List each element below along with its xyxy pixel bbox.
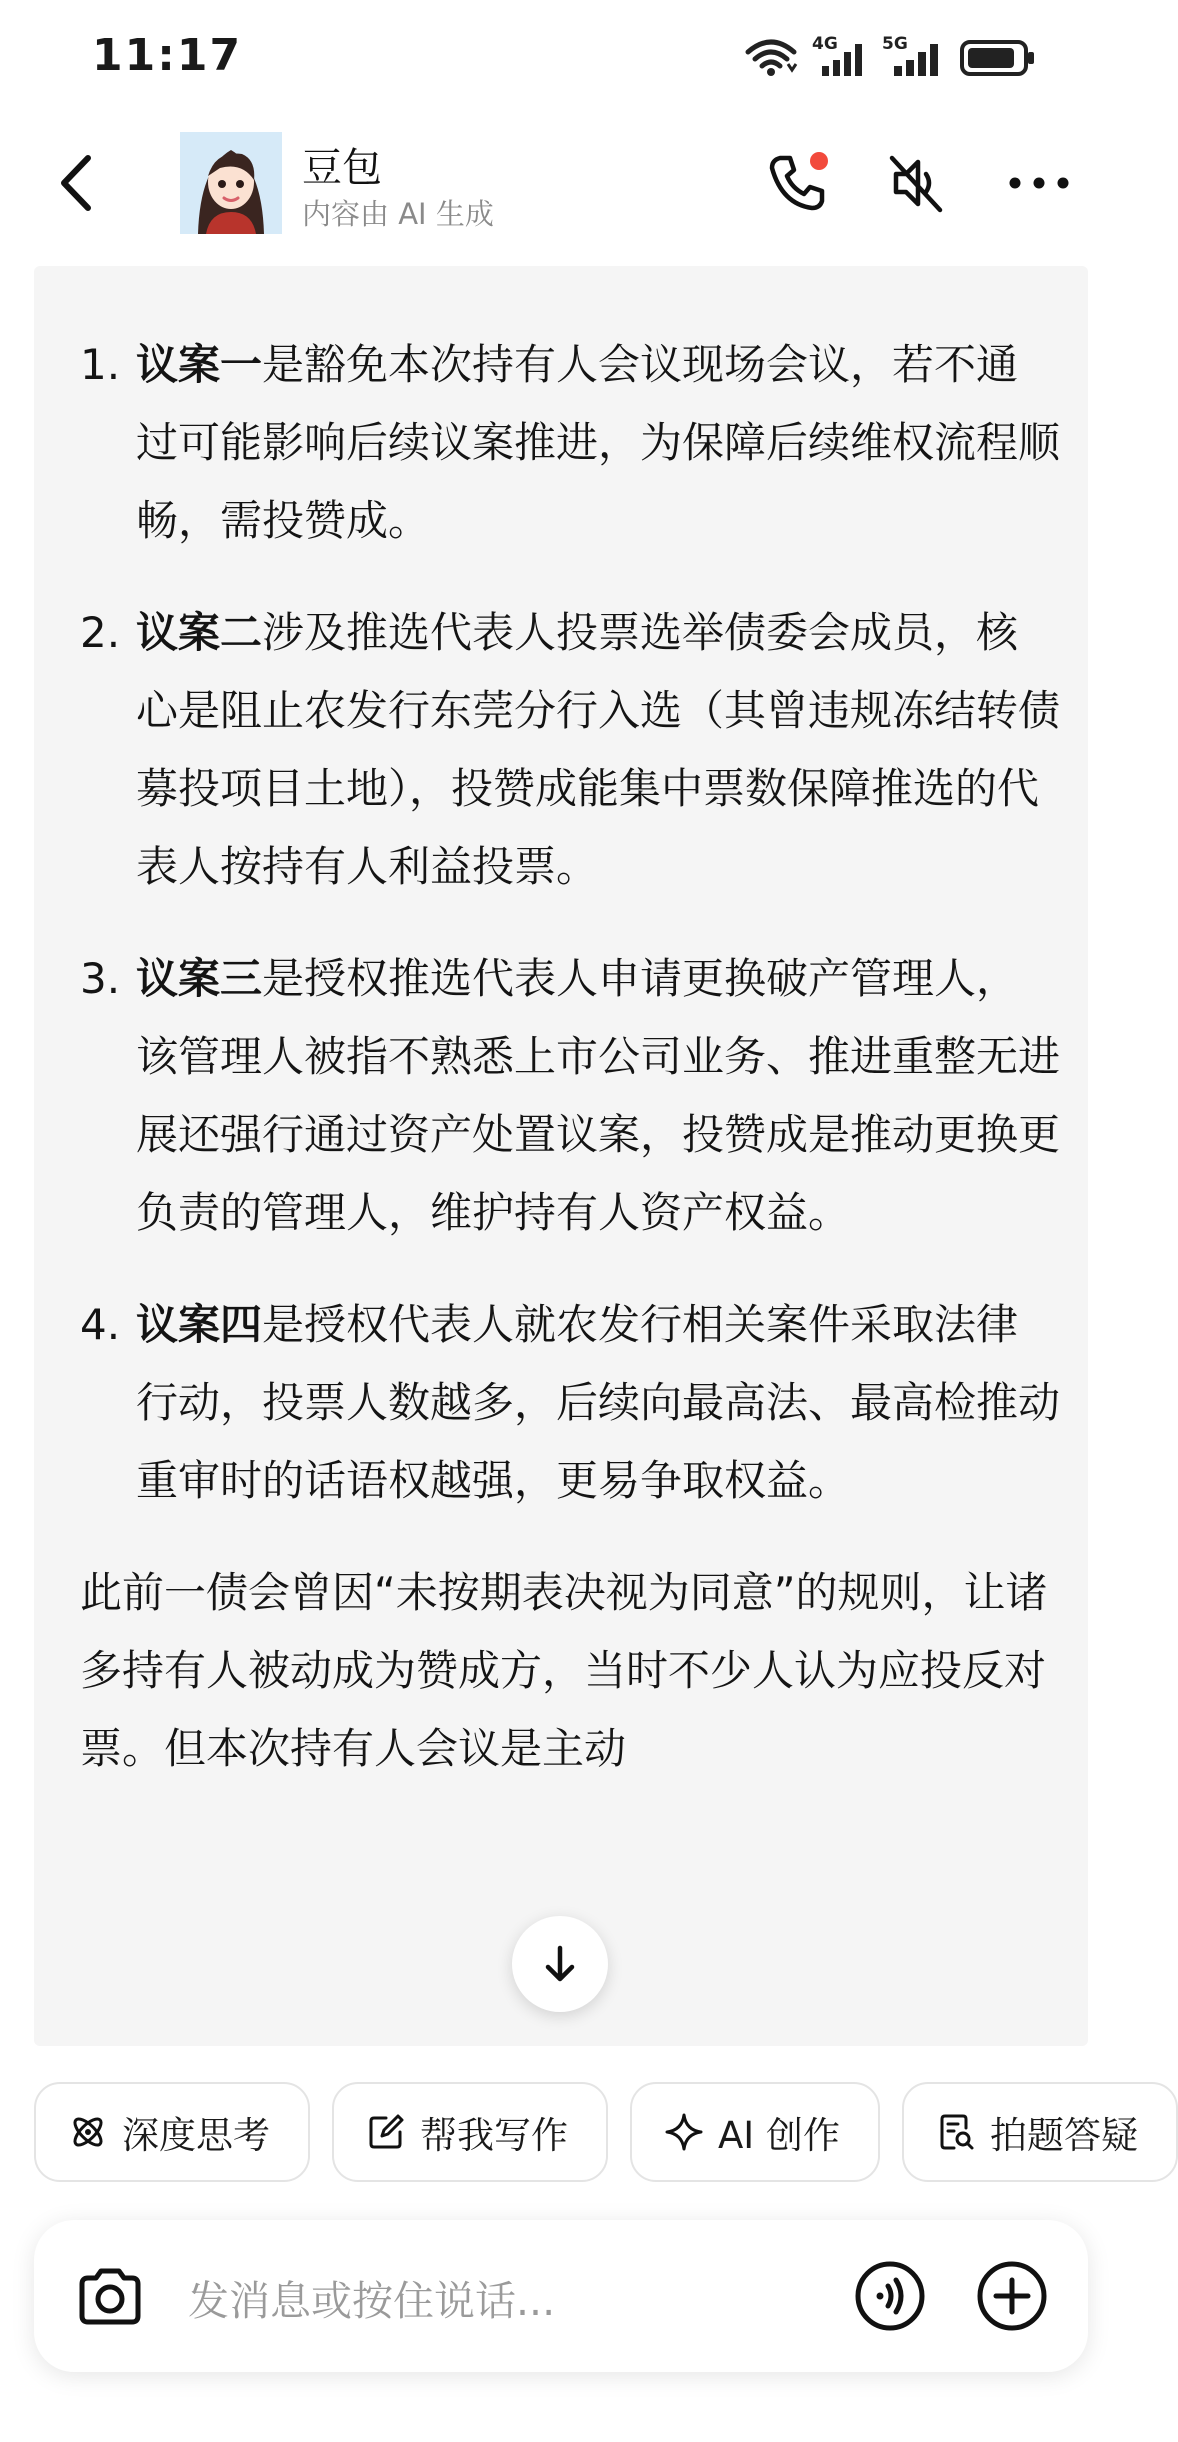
- edit-icon: [366, 2112, 406, 2152]
- add-attachment-button[interactable]: [976, 2260, 1048, 2332]
- list-item: [80, 594, 1060, 906]
- list-item-title: 议案二: [136, 608, 263, 657]
- arrow-down-icon: [538, 1942, 582, 1986]
- atom-icon: [68, 2112, 108, 2152]
- signal-4g: [812, 34, 868, 78]
- doc-search-icon: [936, 2112, 976, 2152]
- chip-label: AI 创作: [718, 2114, 840, 2157]
- status-bar: [0, 0, 1122, 110]
- voice-wave-icon: [854, 2260, 926, 2332]
- ai-generated-label: 内容由 AI 生成: [302, 197, 494, 231]
- back-arrow-icon: [44, 148, 114, 218]
- signal-5g-label: 5G: [882, 34, 908, 54]
- status-time: 11:17: [92, 30, 243, 81]
- message-input-bar: [34, 2220, 1088, 2372]
- avatar[interactable]: [180, 132, 282, 234]
- camera-button[interactable]: [74, 2260, 146, 2332]
- list-item-title: 议案三: [136, 954, 263, 1003]
- avatar-portrait-icon: [180, 132, 282, 234]
- bot-name: 豆包: [302, 145, 382, 191]
- list-item: [80, 326, 1060, 560]
- list-item: [80, 1286, 1060, 1520]
- list-number: 1.: [80, 340, 121, 389]
- chip-label: 拍题答疑: [989, 2114, 1138, 2157]
- signal-4g-label: 4G: [812, 34, 838, 54]
- camera-icon: [74, 2260, 146, 2332]
- list-item-text: 涉及推选代表人投票选举债委会成员，核心是阻止农发行东莞分行入选（其曾违规冻结转债募投项目土地），投赞成能集中票数保障推选的代表人按持有人利益投票。: [136, 608, 1061, 891]
- list-number: 4.: [80, 1300, 121, 1349]
- message-paragraph: 此前一债会曾因“未按期表决视为同意”的规则，让诸多持有人被动成为赞成方，当时不少人认为应投反对票。但本次持有人会议是主动: [80, 1568, 1048, 1773]
- more-button[interactable]: [1004, 148, 1074, 218]
- list-item-text: 是授权推选代表人申请更换破产管理人，该管理人被指不熟悉上市公司业务、推进重整无进展还强行通过资产处置议案，投赞成是推动更换更负责的管理人，维护持有人资产权益。: [136, 954, 1061, 1237]
- status-icons: [744, 36, 1036, 80]
- signal-5g: [882, 34, 946, 78]
- sparkle-icon: [664, 2112, 704, 2152]
- chip-photo-answer[interactable]: [902, 2082, 1178, 2182]
- back-button[interactable]: [44, 148, 114, 218]
- list-item-text: 是豁免本次持有人会议现场会议，若不通过可能影响后续议案推进，为保障后续维权流程顺畅，需投赞成。: [136, 340, 1061, 545]
- list-item-text: 是授权代表人就农发行相关案件采取法律行动，投票人数越多，后续向最高法、最高检推动重审时的话语权越强，更易争取权益。: [136, 1300, 1061, 1505]
- list-item-title: 议案一: [136, 340, 263, 389]
- mute-button[interactable]: [882, 148, 952, 218]
- chip-help-write[interactable]: [332, 2082, 608, 2182]
- chip-label: 深度思考: [122, 2114, 270, 2157]
- battery-icon: [960, 38, 1036, 78]
- signal-bars-icon: [882, 38, 946, 78]
- list-number: 2.: [80, 608, 121, 657]
- quick-action-chips: [34, 2082, 1178, 2186]
- chip-ai-create[interactable]: [630, 2082, 880, 2182]
- message-content: [80, 326, 1060, 1788]
- chip-deep-thinking[interactable]: [34, 2082, 310, 2182]
- plus-circle-icon: [976, 2260, 1048, 2332]
- list-item: [80, 940, 1060, 1252]
- scroll-to-bottom-button[interactable]: [512, 1916, 608, 2012]
- list-item-title: 议案四: [136, 1300, 263, 1349]
- chat-header: [0, 120, 1122, 250]
- call-button[interactable]: [762, 148, 832, 218]
- more-icon: [1004, 148, 1074, 218]
- notification-dot: [810, 152, 828, 170]
- wifi-icon: [744, 38, 798, 78]
- list-number: 3.: [80, 954, 121, 1003]
- chip-label: 帮我写作: [420, 2114, 568, 2157]
- ai-message-bubble: [34, 266, 1088, 2046]
- mute-icon: [882, 148, 952, 218]
- message-input[interactable]: 发消息或按住说话...: [188, 2277, 556, 2325]
- voice-call-button[interactable]: [854, 2260, 926, 2332]
- signal-bars-icon: [812, 38, 868, 78]
